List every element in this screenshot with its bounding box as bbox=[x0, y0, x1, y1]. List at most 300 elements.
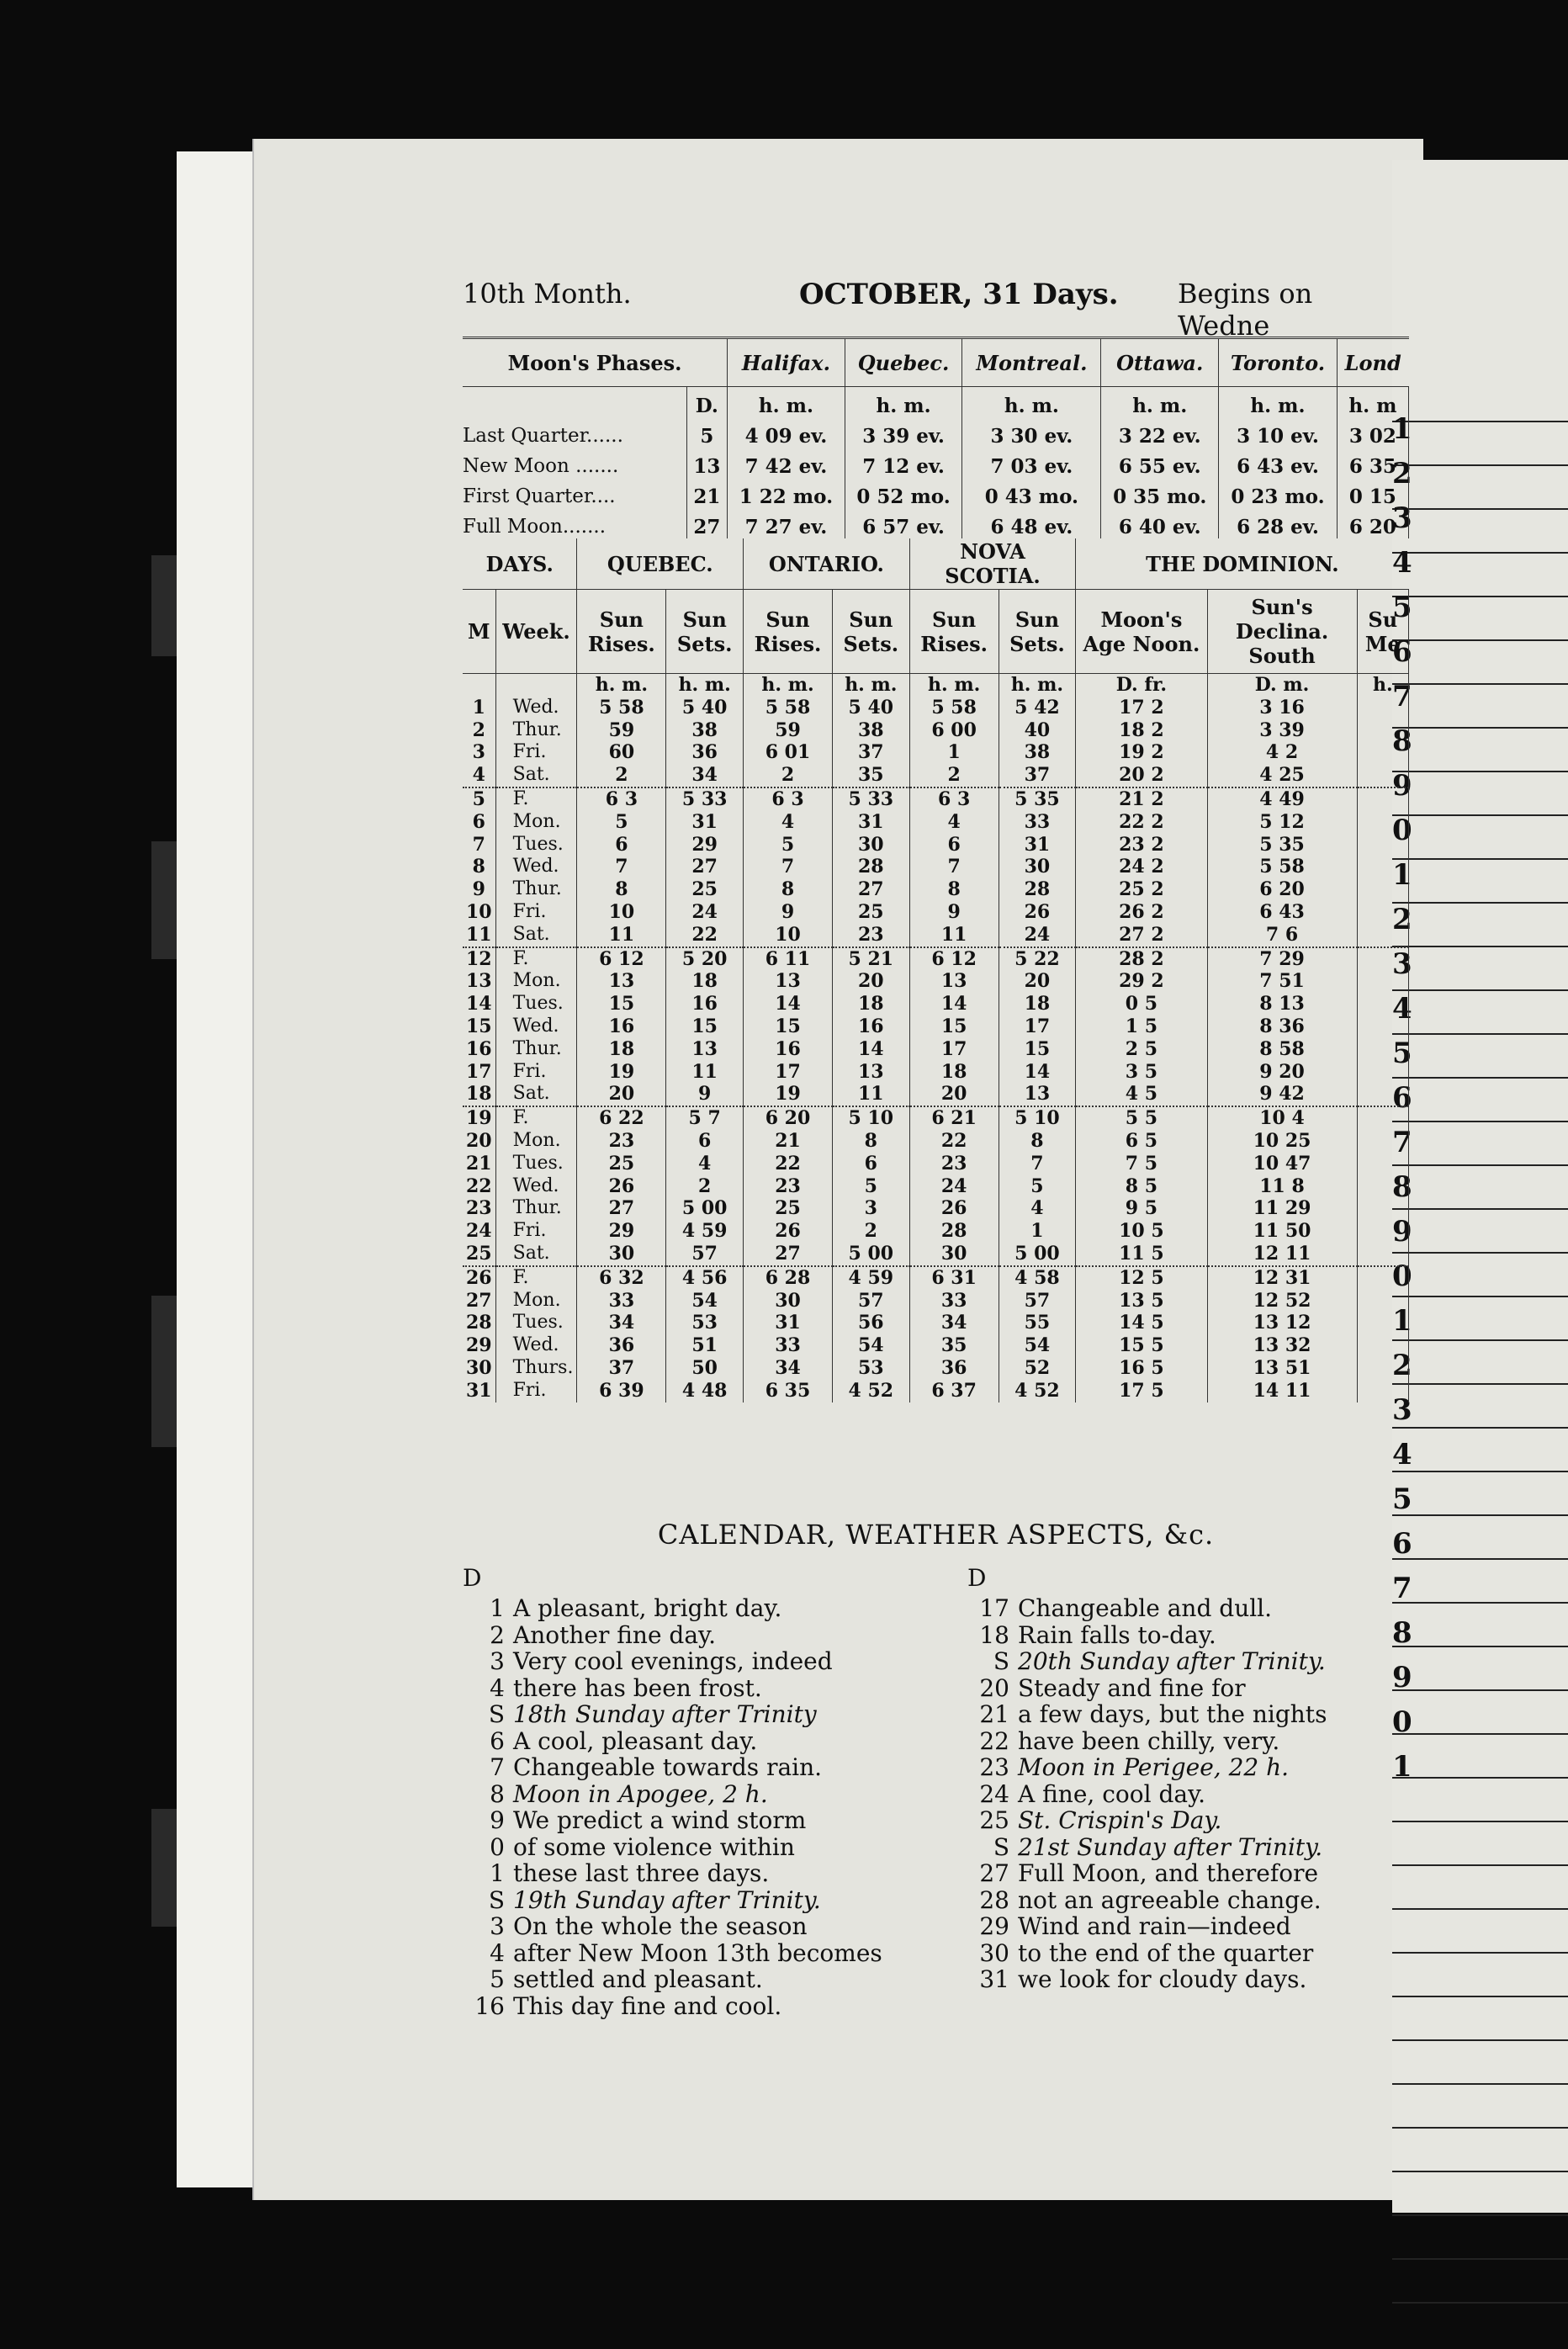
value-cell: 7 bbox=[744, 856, 833, 878]
value-cell: 5 00 bbox=[666, 1197, 744, 1220]
phase-time: 13 bbox=[686, 448, 727, 478]
value-cell bbox=[1357, 697, 1408, 719]
aspect-text: St. Crispin's Day. bbox=[1018, 1806, 1222, 1834]
aspect-entry bbox=[967, 1595, 1422, 1622]
aspect-day: 6 bbox=[490, 1726, 505, 1755]
value-cell: 17 2 bbox=[1076, 697, 1207, 719]
value-cell: 14 11 bbox=[1207, 1380, 1357, 1403]
day-row bbox=[463, 1290, 1409, 1312]
phase-time: 1 22 mo. bbox=[728, 478, 845, 508]
unit-label: D. fr. bbox=[1076, 674, 1207, 697]
value-cell: 13 bbox=[909, 970, 999, 993]
day-row bbox=[463, 1038, 1409, 1061]
value-cell: 23 bbox=[832, 924, 909, 947]
column-header: Sun Rises. bbox=[577, 590, 666, 674]
group-header: THE DOMINION. bbox=[1076, 538, 1409, 590]
value-cell: 23 bbox=[577, 1130, 666, 1153]
d-label: D bbox=[463, 1564, 482, 1592]
value-cell: 56 bbox=[832, 1312, 909, 1334]
value-cell bbox=[1357, 1061, 1408, 1084]
phase-time: 0 15 bbox=[1337, 478, 1408, 508]
value-cell: 3 16 bbox=[1207, 697, 1357, 719]
value-cell: 22 bbox=[744, 1153, 833, 1175]
value-cell: 29 bbox=[666, 834, 744, 856]
unit-label: h. m. bbox=[909, 674, 999, 697]
aspect-text: 21st Sunday after Trinity. bbox=[1018, 1832, 1323, 1861]
value-cell: 14 bbox=[744, 993, 833, 1015]
value-cell: 11 50 bbox=[1207, 1220, 1357, 1243]
weekday: Thurs. bbox=[495, 1357, 577, 1380]
value-cell: 57 bbox=[666, 1243, 744, 1266]
aspect-text: Very cool evenings, indeed bbox=[513, 1647, 833, 1675]
unit-label: h. m. bbox=[728, 387, 845, 418]
value-cell: 2 bbox=[832, 1220, 909, 1243]
phases-unit-row bbox=[463, 387, 1409, 418]
day-number: 30 bbox=[463, 1357, 495, 1380]
value-cell: 6 11 bbox=[744, 947, 833, 971]
city-header: Lond bbox=[1337, 338, 1408, 387]
value-cell: 3 5 bbox=[1076, 1061, 1207, 1084]
value-cell: 5 10 bbox=[999, 1106, 1076, 1130]
value-cell: 4 52 bbox=[832, 1380, 909, 1403]
strip-rule bbox=[1392, 946, 1568, 947]
value-cell: 5 7 bbox=[666, 1106, 744, 1130]
value-cell: 30 bbox=[744, 1290, 833, 1312]
strip-rule bbox=[1392, 2171, 1568, 2172]
phase-time: 0 43 mo. bbox=[962, 478, 1101, 508]
value-cell: 16 bbox=[744, 1038, 833, 1061]
aspect-day: 5 bbox=[490, 1965, 505, 1993]
value-cell: 27 bbox=[744, 1243, 833, 1266]
column-header: Su Me bbox=[1357, 590, 1408, 674]
value-cell: 33 bbox=[999, 811, 1076, 834]
phase-time: 0 52 mo. bbox=[845, 478, 962, 508]
value-cell: 6 43 bbox=[1207, 901, 1357, 924]
weekday: Mon. bbox=[495, 1130, 577, 1153]
day-number: 8 bbox=[463, 856, 495, 878]
aspect-day: S bbox=[993, 1647, 1009, 1675]
value-cell: 5 bbox=[832, 1175, 909, 1198]
strip-rule bbox=[1392, 2083, 1568, 2085]
unit-label: h. m. bbox=[832, 674, 909, 697]
aspect-entry bbox=[463, 1860, 917, 1887]
day-row bbox=[463, 697, 1409, 719]
day-number: 13 bbox=[463, 970, 495, 993]
aspect-text: of some violence within bbox=[513, 1832, 795, 1861]
aspect-text: Moon in Perigee, 22 h. bbox=[1018, 1753, 1290, 1781]
strip-rule bbox=[1392, 1383, 1568, 1385]
value-cell: 33 bbox=[744, 1334, 833, 1357]
value-cell: 8 bbox=[909, 878, 999, 901]
day-row bbox=[463, 970, 1409, 993]
strip-digit: 5 bbox=[1392, 1482, 1412, 1516]
strip-digit: 4 bbox=[1392, 546, 1412, 580]
aspect-day: 1 bbox=[490, 1859, 505, 1887]
value-cell bbox=[1357, 764, 1408, 787]
value-cell: 16 bbox=[577, 1015, 666, 1038]
strip-digit: 5 bbox=[1392, 591, 1412, 624]
weekday: F. bbox=[495, 947, 577, 971]
value-cell: 6 20 bbox=[744, 1106, 833, 1130]
day-row bbox=[463, 878, 1409, 901]
strip-rule bbox=[1392, 1558, 1568, 1560]
value-cell: 25 bbox=[832, 901, 909, 924]
value-cell: 17 bbox=[909, 1038, 999, 1061]
day-row bbox=[463, 1083, 1409, 1106]
weekday: Mon. bbox=[495, 970, 577, 993]
value-cell: 15 bbox=[577, 993, 666, 1015]
value-cell: 53 bbox=[832, 1357, 909, 1380]
aspect-day: 30 bbox=[979, 1938, 1009, 1967]
value-cell bbox=[1357, 878, 1408, 901]
value-cell: 15 bbox=[909, 1015, 999, 1038]
phase-row bbox=[463, 508, 1409, 538]
aspect-entry bbox=[463, 1648, 917, 1675]
value-cell: 3 bbox=[832, 1197, 909, 1220]
aspect-entry bbox=[967, 1860, 1422, 1887]
phase-time: 6 43 ev. bbox=[1219, 448, 1338, 478]
weekday: Fri. bbox=[495, 1220, 577, 1243]
strip-digit: 8 bbox=[1392, 724, 1412, 758]
weather-aspects-section bbox=[463, 1519, 1409, 2020]
day-number: 4 bbox=[463, 764, 495, 787]
value-cell: 57 bbox=[832, 1290, 909, 1312]
value-cell: 4 bbox=[666, 1153, 744, 1175]
value-cell: 26 bbox=[744, 1220, 833, 1243]
value-cell: 7 29 bbox=[1207, 947, 1357, 971]
value-cell: 7 bbox=[999, 1153, 1076, 1175]
unit-label: h. m bbox=[1337, 387, 1408, 418]
value-cell: 30 bbox=[999, 856, 1076, 878]
weekday: Fri. bbox=[495, 1061, 577, 1084]
strip-digit: 9 bbox=[1392, 769, 1412, 803]
value-cell: 5 40 bbox=[666, 697, 744, 719]
aspect-text: Changeable towards rain. bbox=[513, 1753, 823, 1781]
value-cell bbox=[1357, 1083, 1408, 1106]
column-header: Sun Rises. bbox=[744, 590, 833, 674]
value-cell: 5 bbox=[999, 1175, 1076, 1198]
value-cell: 57 bbox=[999, 1290, 1076, 1312]
value-cell: 5 00 bbox=[832, 1243, 909, 1266]
value-cell: 5 58 bbox=[744, 697, 833, 719]
value-cell: 51 bbox=[666, 1334, 744, 1357]
value-cell: 23 bbox=[744, 1175, 833, 1198]
strip-digit: 3 bbox=[1392, 947, 1412, 981]
aspect-text: to the end of the quarter bbox=[1018, 1938, 1314, 1967]
aspect-entry bbox=[463, 1595, 917, 1622]
value-cell bbox=[1357, 1220, 1408, 1243]
aspect-day: S bbox=[488, 1700, 505, 1728]
value-cell bbox=[1357, 1038, 1408, 1061]
value-cell: 37 bbox=[999, 764, 1076, 787]
day-number: 3 bbox=[463, 741, 495, 764]
value-cell: 6 20 bbox=[1207, 878, 1357, 901]
strip-rule bbox=[1392, 1077, 1568, 1079]
aspect-text: 19th Sunday after Trinity. bbox=[513, 1885, 821, 1914]
sun-times-table bbox=[463, 538, 1409, 1403]
aspect-day: 1 bbox=[490, 1594, 505, 1622]
value-cell: 5 00 bbox=[999, 1243, 1076, 1266]
aspect-text: Steady and fine for bbox=[1018, 1673, 1246, 1702]
strip-rule bbox=[1392, 1208, 1568, 1210]
day-number: 28 bbox=[463, 1312, 495, 1334]
weekday: Tues. bbox=[495, 993, 577, 1015]
value-cell bbox=[1357, 1197, 1408, 1220]
weekday: Sat. bbox=[495, 1083, 577, 1106]
phases-header: Moon's Phases. bbox=[463, 338, 728, 387]
value-cell bbox=[1357, 924, 1408, 947]
day-row bbox=[463, 901, 1409, 924]
value-cell: 19 bbox=[577, 1061, 666, 1084]
aspect-text: Rain falls to-day. bbox=[1018, 1620, 1216, 1649]
strip-rule bbox=[1392, 1427, 1568, 1429]
strip-rule bbox=[1392, 1471, 1568, 1472]
value-cell: 4 49 bbox=[1207, 787, 1357, 811]
value-cell: 30 bbox=[832, 834, 909, 856]
aspect-text: This day fine and cool. bbox=[513, 1991, 782, 2020]
strip-digit: 2 bbox=[1392, 457, 1412, 490]
aspect-day: S bbox=[488, 1885, 505, 1914]
aspect-text: A fine, cool day. bbox=[1018, 1779, 1206, 1808]
aspect-entry bbox=[967, 1622, 1422, 1649]
value-cell: 26 bbox=[999, 901, 1076, 924]
value-cell: 13 bbox=[832, 1061, 909, 1084]
strip-rule bbox=[1392, 814, 1568, 816]
aspect-entry bbox=[967, 1834, 1422, 1861]
weekday: Mon. bbox=[495, 1290, 577, 1312]
value-cell: 12 31 bbox=[1207, 1266, 1357, 1290]
value-cell: 13 12 bbox=[1207, 1312, 1357, 1334]
value-cell: 27 bbox=[577, 1197, 666, 1220]
aspect-entry bbox=[967, 1940, 1422, 1967]
day-number: 12 bbox=[463, 947, 495, 971]
day-row bbox=[463, 1015, 1409, 1038]
group-header: DAYS. bbox=[463, 538, 577, 590]
aspect-day: 4 bbox=[490, 1938, 505, 1967]
day-row bbox=[463, 1130, 1409, 1153]
value-cell bbox=[1357, 787, 1408, 811]
value-cell: 35 bbox=[832, 764, 909, 787]
value-cell: 12 52 bbox=[1207, 1290, 1357, 1312]
strip-digit: 7 bbox=[1392, 680, 1412, 713]
day-row bbox=[463, 947, 1409, 971]
aspect-entry bbox=[967, 1887, 1422, 1914]
aspect-text: 20th Sunday after Trinity. bbox=[1018, 1647, 1326, 1675]
day-number: 21 bbox=[463, 1153, 495, 1175]
value-cell: 4 bbox=[744, 811, 833, 834]
weekday: Fri. bbox=[495, 901, 577, 924]
aspect-text: these last three days. bbox=[513, 1859, 770, 1887]
day-row bbox=[463, 811, 1409, 834]
blank-cell bbox=[463, 387, 686, 418]
value-cell: 26 bbox=[909, 1197, 999, 1220]
value-cell: 27 bbox=[832, 878, 909, 901]
value-cell: 36 bbox=[666, 741, 744, 764]
phase-time: 7 03 ev. bbox=[962, 448, 1101, 478]
value-cell: 30 bbox=[577, 1243, 666, 1266]
value-cell: 10 47 bbox=[1207, 1153, 1357, 1175]
value-cell: 11 bbox=[832, 1083, 909, 1106]
aspect-text: We predict a wind storm bbox=[513, 1806, 807, 1834]
day-number: 19 bbox=[463, 1106, 495, 1130]
aspect-day: 25 bbox=[979, 1806, 1009, 1834]
strip-rule bbox=[1392, 902, 1568, 904]
column-header: Sun's Declina. South bbox=[1207, 590, 1357, 674]
aspect-entry bbox=[463, 1754, 917, 1781]
weekday: F. bbox=[495, 787, 577, 811]
phase-time: 0 35 mo. bbox=[1101, 478, 1219, 508]
value-cell: 22 bbox=[666, 924, 744, 947]
value-cell: 31 bbox=[666, 811, 744, 834]
column-header: Sun Sets. bbox=[999, 590, 1076, 674]
aspect-entry bbox=[967, 1701, 1422, 1728]
value-cell: 30 bbox=[909, 1243, 999, 1266]
phase-time: 6 35 bbox=[1337, 448, 1408, 478]
unit-label: h. m. bbox=[744, 674, 833, 697]
unit-label: h. m. bbox=[999, 674, 1076, 697]
units-row bbox=[463, 674, 1409, 697]
value-cell: 13 bbox=[999, 1083, 1076, 1106]
weekday: Fri. bbox=[495, 741, 577, 764]
day-row bbox=[463, 1061, 1409, 1084]
value-cell bbox=[1357, 1130, 1408, 1153]
aspect-entry bbox=[463, 1807, 917, 1834]
strip-rule bbox=[1392, 771, 1568, 772]
day-number: 31 bbox=[463, 1380, 495, 1403]
aspect-entry bbox=[463, 1781, 917, 1808]
value-cell: 5 35 bbox=[999, 787, 1076, 811]
value-cell: 13 bbox=[744, 970, 833, 993]
weekday: Wed. bbox=[495, 697, 577, 719]
value-cell: 34 bbox=[666, 764, 744, 787]
strip-digit: 4 bbox=[1392, 992, 1412, 1026]
value-cell: 18 bbox=[999, 993, 1076, 1015]
value-cell: 5 35 bbox=[1207, 834, 1357, 856]
value-cell: 6 12 bbox=[909, 947, 999, 971]
day-number: 18 bbox=[463, 1083, 495, 1106]
aspect-text: 18th Sunday after Trinity bbox=[513, 1700, 817, 1728]
day-number: 25 bbox=[463, 1243, 495, 1266]
phase-time: 3 30 ev. bbox=[962, 417, 1101, 448]
city-header: Quebec. bbox=[845, 338, 962, 387]
value-cell: 15 bbox=[999, 1038, 1076, 1061]
phase-time: 6 48 ev. bbox=[962, 508, 1101, 538]
strip-rule bbox=[1392, 858, 1568, 860]
aspect-day: 29 bbox=[979, 1912, 1009, 1940]
value-cell: 5 bbox=[744, 834, 833, 856]
column-header: Sun Sets. bbox=[666, 590, 744, 674]
value-cell: 2 5 bbox=[1076, 1038, 1207, 1061]
strip-rule bbox=[1392, 596, 1568, 597]
value-cell: 59 bbox=[577, 719, 666, 742]
aspect-text: not an agreeable change. bbox=[1018, 1885, 1322, 1914]
aspect-day: 21 bbox=[979, 1700, 1009, 1728]
strip-rule bbox=[1392, 1514, 1568, 1516]
value-cell: 28 bbox=[909, 1220, 999, 1243]
value-cell: 23 2 bbox=[1076, 834, 1207, 856]
value-cell: 18 2 bbox=[1076, 719, 1207, 742]
day-number: 1 bbox=[463, 697, 495, 719]
day-row bbox=[463, 924, 1409, 947]
weekday: Sat. bbox=[495, 1243, 577, 1266]
value-cell: 27 bbox=[666, 856, 744, 878]
aspect-text: settled and pleasant. bbox=[513, 1965, 763, 1993]
city-header: Toronto. bbox=[1219, 338, 1338, 387]
aspect-day: 0 bbox=[490, 1832, 505, 1861]
aspect-entry bbox=[967, 1913, 1422, 1940]
value-cell: 54 bbox=[666, 1290, 744, 1312]
value-cell: 16 5 bbox=[1076, 1357, 1207, 1380]
group-header: QUEBEC. bbox=[577, 538, 744, 590]
value-cell: 13 bbox=[577, 970, 666, 993]
aspect-day: 22 bbox=[979, 1726, 1009, 1755]
value-cell: 31 bbox=[999, 834, 1076, 856]
day-row bbox=[463, 787, 1409, 811]
strip-rule bbox=[1392, 464, 1568, 466]
aspect-day: 27 bbox=[979, 1859, 1009, 1887]
phase-name: Full Moon....... bbox=[463, 508, 686, 538]
value-cell: 31 bbox=[744, 1312, 833, 1334]
day-row bbox=[463, 1106, 1409, 1130]
value-cell: 31 bbox=[832, 811, 909, 834]
value-cell: 7 bbox=[577, 856, 666, 878]
value-cell: 8 bbox=[577, 878, 666, 901]
value-cell: 10 bbox=[744, 924, 833, 947]
strip-rule bbox=[1392, 1164, 1568, 1166]
value-cell: 5 33 bbox=[832, 787, 909, 811]
value-cell: 6 21 bbox=[909, 1106, 999, 1130]
value-cell: 26 bbox=[577, 1175, 666, 1198]
value-cell: 6 3 bbox=[744, 787, 833, 811]
moon-phases-table bbox=[463, 337, 1409, 538]
value-cell: 34 bbox=[909, 1312, 999, 1334]
aspect-text: there has been frost. bbox=[513, 1673, 762, 1702]
value-cell: 6 39 bbox=[577, 1380, 666, 1403]
value-cell: 9 bbox=[744, 901, 833, 924]
strip-rule bbox=[1392, 683, 1568, 685]
aspect-text: A cool, pleasant day. bbox=[513, 1726, 758, 1755]
value-cell: 40 bbox=[999, 719, 1076, 742]
strip-rule bbox=[1392, 2258, 1568, 2260]
value-cell: 6 22 bbox=[577, 1106, 666, 1130]
day-row bbox=[463, 1220, 1409, 1243]
value-cell: 16 bbox=[832, 1015, 909, 1038]
value-cell: 4 58 bbox=[999, 1266, 1076, 1290]
weekday: Fri. bbox=[495, 1380, 577, 1403]
value-cell: 10 25 bbox=[1207, 1130, 1357, 1153]
value-cell bbox=[1357, 947, 1408, 971]
aspect-text: a few days, but the nights bbox=[1018, 1700, 1327, 1728]
value-cell: 10 bbox=[577, 901, 666, 924]
value-cell: 25 bbox=[666, 878, 744, 901]
value-cell: 20 bbox=[999, 970, 1076, 993]
group-header: ONTARIO. bbox=[744, 538, 910, 590]
weekday: Sat. bbox=[495, 924, 577, 947]
aspect-entry bbox=[967, 1675, 1422, 1702]
value-cell: 7 bbox=[909, 856, 999, 878]
value-cell bbox=[1357, 1015, 1408, 1038]
strip-rule bbox=[1392, 1339, 1568, 1341]
group-header: NOVA SCOTIA. bbox=[909, 538, 1076, 590]
aspect-day: S bbox=[993, 1832, 1009, 1861]
aspects-right-column bbox=[967, 1564, 1422, 1993]
value-cell: 7 51 bbox=[1207, 970, 1357, 993]
phase-time: 7 27 ev. bbox=[728, 508, 845, 538]
phase-time: 3 22 ev. bbox=[1101, 417, 1219, 448]
value-cell: 6 37 bbox=[909, 1380, 999, 1403]
value-cell: 6 12 bbox=[577, 947, 666, 971]
strip-rule bbox=[1392, 1252, 1568, 1254]
